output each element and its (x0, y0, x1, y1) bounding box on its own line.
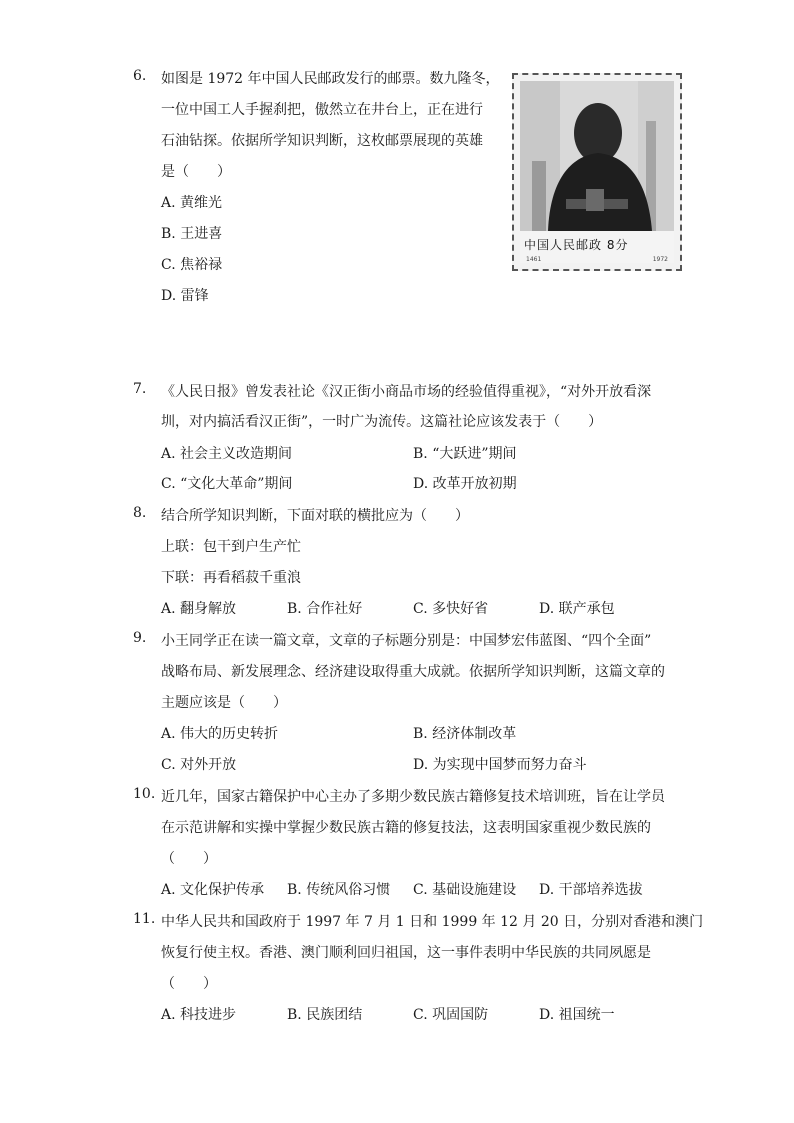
question-number: 9. (133, 630, 147, 646)
stamp-serial (526, 256, 668, 263)
couplet-upper: 上联：包干到户生产忙 (161, 539, 301, 555)
option-d[interactable]: D. 改革开放初期 (413, 476, 517, 492)
question-number: 8. (133, 505, 147, 521)
option-d[interactable]: D. 为实现中国梦而努力奋斗 (413, 757, 587, 773)
question-text: 如图是 1972 年中国人民邮政发行的邮票。数九隆冬， (161, 71, 500, 87)
option-b[interactable]: B. 合作社好 (287, 601, 363, 617)
question-text: （ ） (161, 976, 217, 992)
option-c[interactable]: C. 巩固国防 (413, 1007, 489, 1023)
question-number: 10. (133, 786, 156, 802)
option-b[interactable]: B. 传统风俗习惯 (287, 882, 391, 898)
option-c[interactable]: C. 对外开放 (161, 757, 237, 773)
couplet-lower: 下联：再看稻菽千重浪 (161, 570, 301, 586)
option-a[interactable]: A. 伟大的历史转折 (161, 726, 279, 742)
option-d[interactable]: D. 祖国统一 (539, 1007, 615, 1023)
option-d[interactable]: D. 联产承包 (539, 601, 615, 617)
option-c[interactable]: C. 多快好省 (413, 601, 489, 617)
stamp-picture (520, 81, 674, 263)
option-c[interactable]: C. 基础设施建设 (413, 882, 517, 898)
question-text: 近几年，国家古籍保护中心主办了多期少数民族古籍修复技术培训班，旨在让学员 (161, 789, 665, 805)
option-a[interactable]: A. 科技进步 (161, 1007, 237, 1023)
option-c[interactable]: C. “文化大革命”期间 (161, 476, 293, 492)
question-number: 6. (133, 68, 147, 84)
question-number: 11. (133, 911, 156, 927)
question-text: （ ） (161, 851, 217, 867)
question-number: 7. (133, 381, 147, 397)
question-text: 石油钻探。依据所学知识判断，这枚邮票展现的英雄 (161, 133, 483, 149)
question-text: 小王同学正在读一篇文章，文章的子标题分别是：中国梦宏伟蓝图、“四个全面” (161, 633, 652, 649)
option-b[interactable]: B. “大跃进”期间 (413, 446, 517, 462)
stamp-year: 1972 (652, 256, 668, 263)
question-text: 圳，对内搞活看汉正街”，一时广为流传。这篇社论应该发表于（ ） (161, 414, 603, 430)
option-a[interactable]: A. 文化保护传承 (161, 882, 265, 898)
question-text: 恢复行使主权。香港、澳门顺利回归祖国，这一事件表明中华民族的共同夙愿是 (161, 945, 651, 961)
question-text: 结合所学知识判断，下面对联的横批应为（ ） (161, 508, 469, 524)
question-text: 一位中国工人手握刹把，傲然立在井台上，正在进行 (161, 102, 483, 118)
option-a[interactable]: A. 翻身解放 (161, 601, 237, 617)
stamp-serial-left: 1461 (526, 256, 542, 263)
option-b[interactable]: B. 经济体制改革 (413, 726, 517, 742)
question-text: 主题应该是（ ） (161, 695, 287, 711)
option-a[interactable]: A. 黄维光 (161, 195, 223, 211)
question-text: 是（ ） (161, 164, 231, 180)
option-d[interactable]: D. 雷锋 (161, 288, 209, 304)
option-a[interactable]: A. 社会主义改造期间 (161, 446, 293, 462)
question-text: 《人民日报》曾发表社论《汉正街小商品市场的经验值得重视》，“对外开放看深 (161, 384, 652, 400)
question-text: 战略布局、新发展理念、经济建设取得重大成就。依据所学知识判断，这篇文章的 (161, 664, 665, 680)
option-b[interactable]: B. 民族团结 (287, 1007, 363, 1023)
stamp-image (512, 73, 682, 271)
option-b[interactable]: B. 王进喜 (161, 226, 223, 242)
question-text: 中华人民共和国政府于 1997 年 7 月 1 日和 1999 年 12 月 20 日，分别对香港和澳门 (161, 914, 704, 930)
option-c[interactable]: C. 焦裕禄 (161, 257, 223, 273)
stamp-caption: 中国人民邮政 8分 (524, 238, 629, 252)
option-d[interactable]: D. 干部培养选拔 (539, 882, 643, 898)
question-text: 在示范讲解和实操中掌握少数民族古籍的修复技法，这表明国家重视少数民族的 (161, 820, 651, 836)
